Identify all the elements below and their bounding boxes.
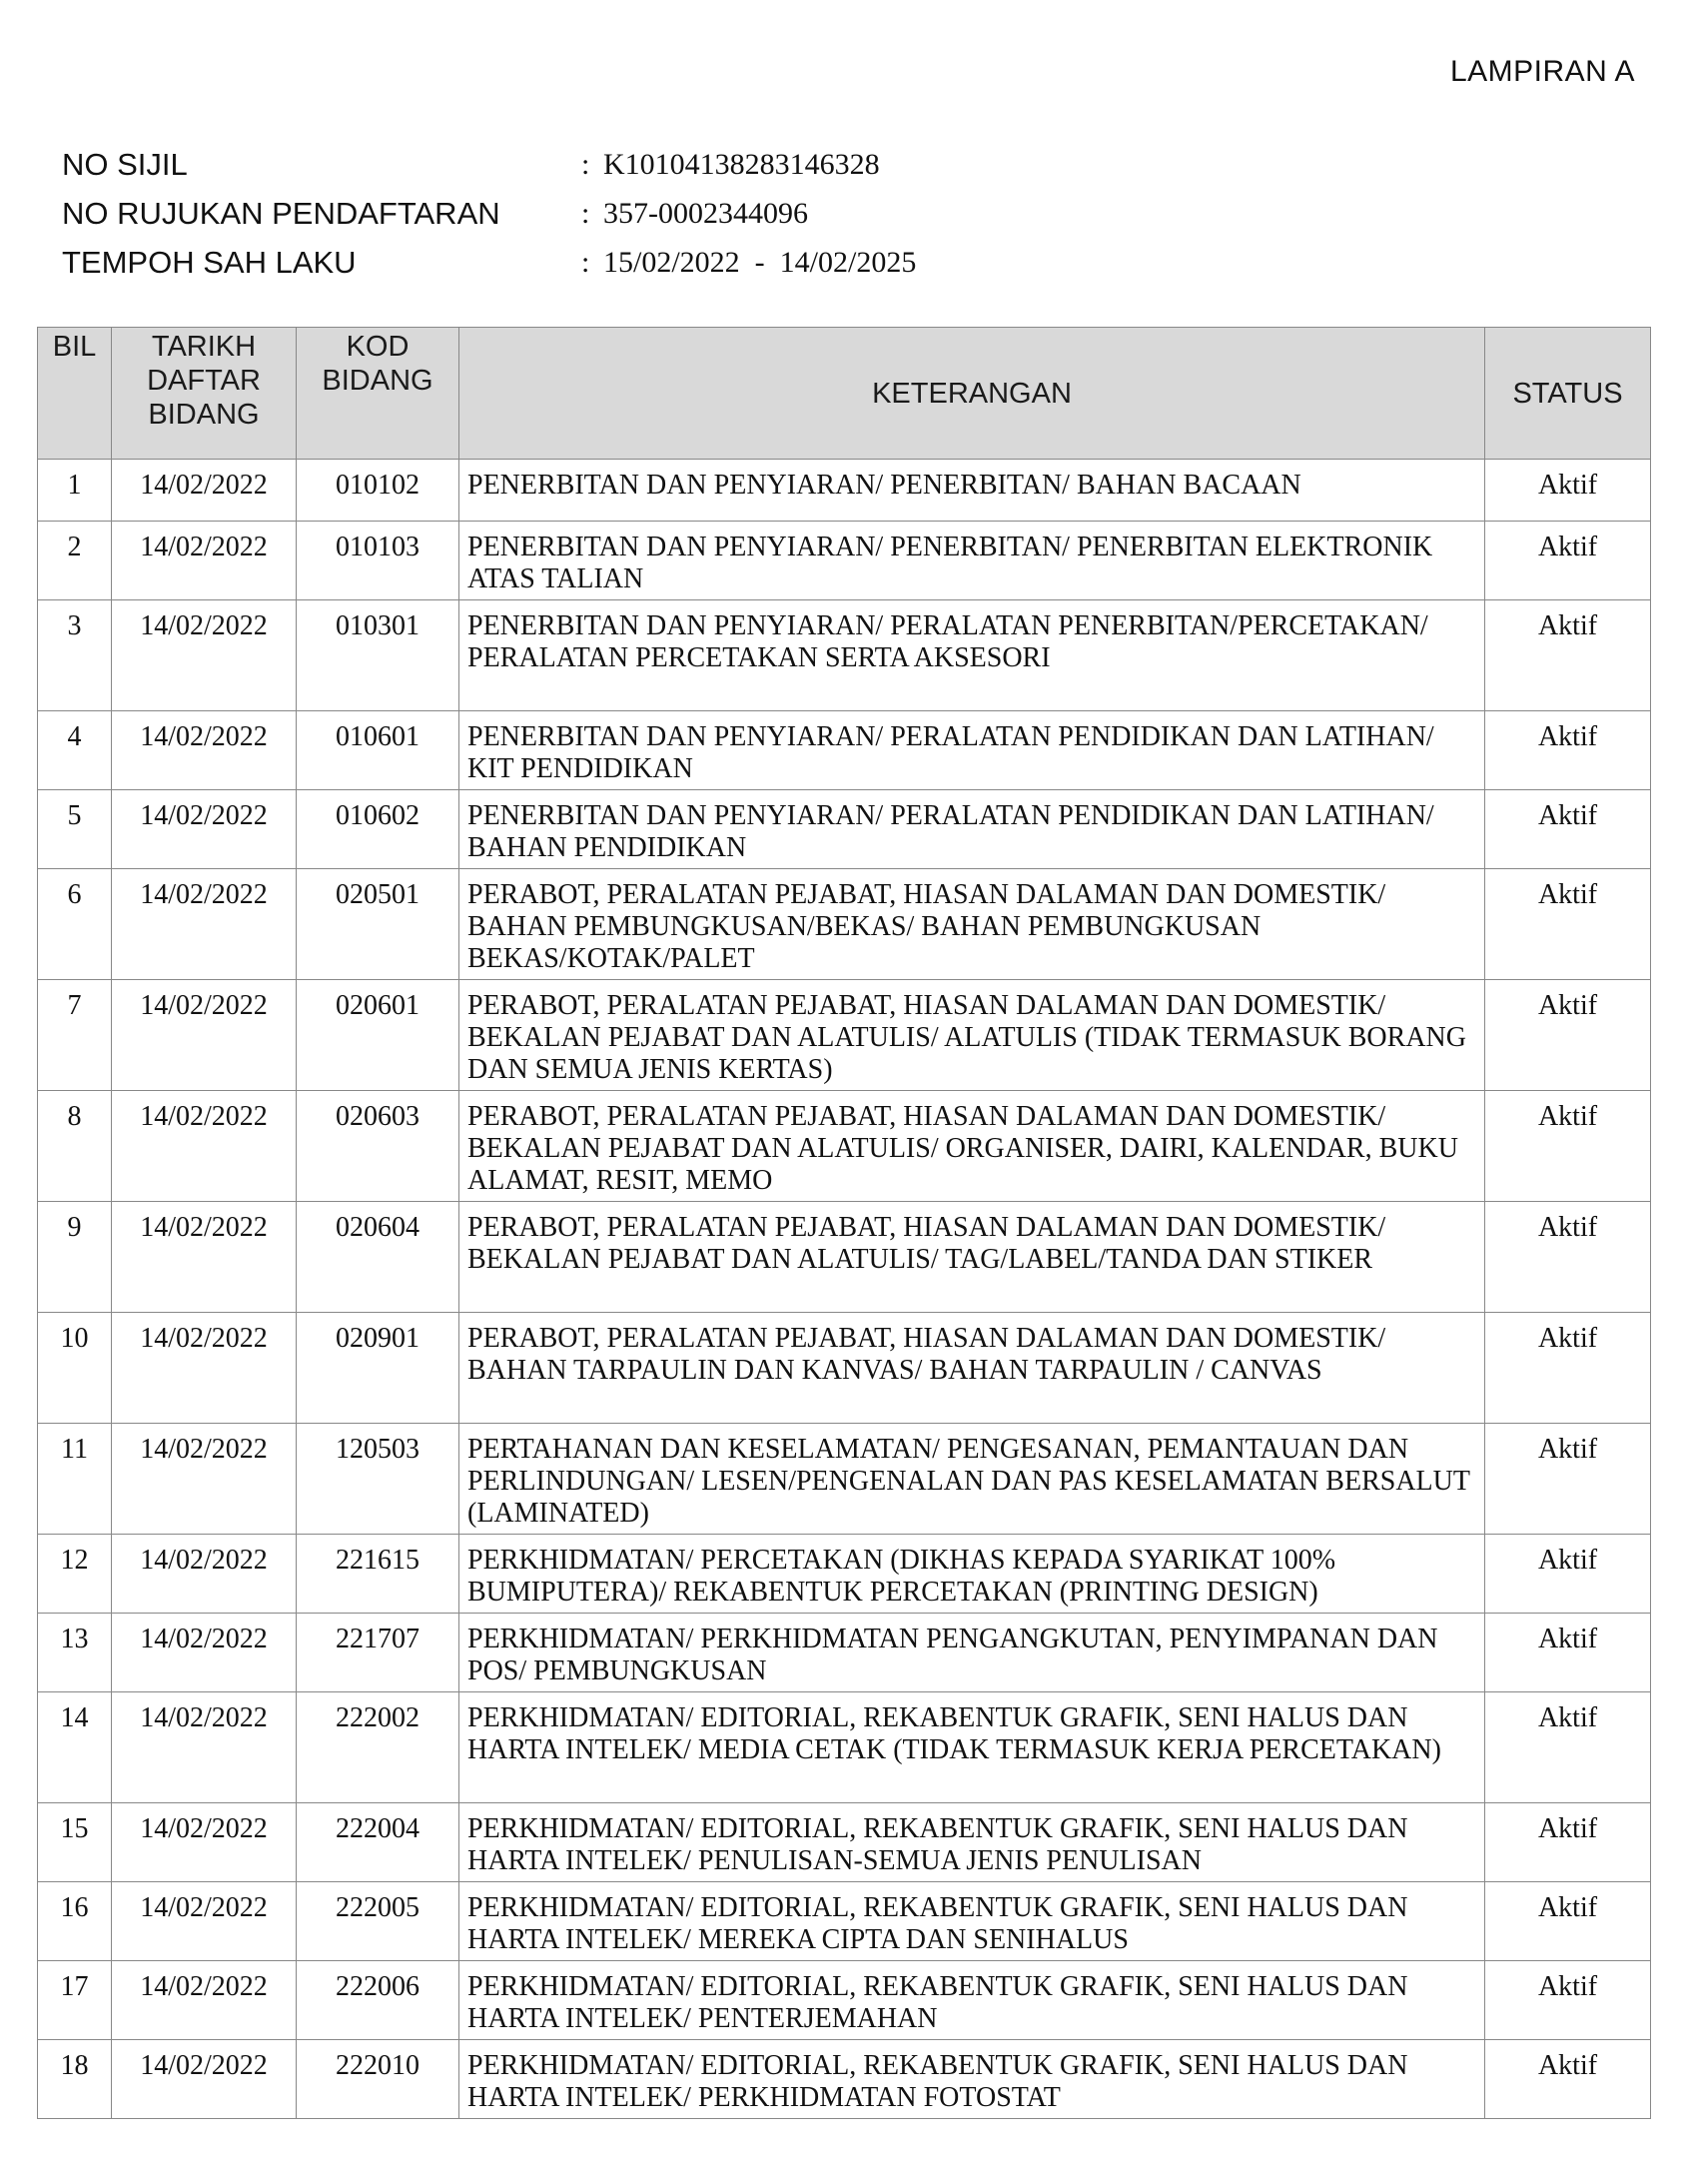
cell-status: Aktif xyxy=(1485,1803,1651,1882)
cell-tarikh: 14/02/2022 xyxy=(112,460,297,522)
table-row xyxy=(38,1961,1651,2040)
cell-kod: 010103 xyxy=(297,522,459,600)
meta-colon: : xyxy=(581,196,590,230)
bidang-table xyxy=(37,327,1651,2119)
certificate-details xyxy=(62,140,916,287)
cell-status: Aktif xyxy=(1485,1692,1651,1803)
cell-bil: 16 xyxy=(38,1882,112,1961)
cell-keterangan: PERKHIDMATAN/ PERKHIDMATAN PENGANGKUTAN, PENYIMPANAN DAN POS/ PEMBUNGKUSAN xyxy=(459,1614,1485,1692)
cell-tarikh: 14/02/2022 xyxy=(112,1692,297,1803)
cell-bil: 1 xyxy=(38,460,112,522)
meta-value: K10104138283146328 xyxy=(603,147,880,181)
cell-tarikh: 14/02/2022 xyxy=(112,1313,297,1424)
cell-kod: 222005 xyxy=(297,1882,459,1961)
cell-keterangan: PENERBITAN DAN PENYIARAN/ PERALATAN PENDIDIKAN DAN LATIHAN/ KIT PENDIDIKAN xyxy=(459,711,1485,790)
table-row xyxy=(38,1882,1651,1961)
table-row xyxy=(38,460,1651,522)
meta-label: TEMPOH SAH LAKU xyxy=(62,244,357,280)
cell-keterangan: PENERBITAN DAN PENYIARAN/ PENERBITAN/ BAHAN BACAAN xyxy=(459,460,1485,522)
header-bil: BIL xyxy=(38,328,112,460)
cell-status: Aktif xyxy=(1485,2040,1651,2119)
table-row xyxy=(38,869,1651,980)
cell-status: Aktif xyxy=(1485,1961,1651,2040)
table-row xyxy=(38,790,1651,869)
meta-row-no-sijil xyxy=(62,140,916,189)
cell-bil: 6 xyxy=(38,869,112,980)
cell-tarikh: 14/02/2022 xyxy=(112,790,297,869)
table-row xyxy=(38,980,1651,1091)
cell-kod: 020601 xyxy=(297,980,459,1091)
meta-label: NO RUJUKAN PENDAFTARAN xyxy=(62,195,500,231)
cell-kod: 222004 xyxy=(297,1803,459,1882)
meta-value: 15/02/2022 - 14/02/2025 xyxy=(603,245,917,279)
cell-tarikh: 14/02/2022 xyxy=(112,1091,297,1202)
cell-keterangan: PENERBITAN DAN PENYIARAN/ PERALATAN PENERBITAN/PERCETAKAN/ PERALATAN PERCETAKAN SERTA AKSESORI xyxy=(459,600,1485,711)
meta-value: 357-0002344096 xyxy=(603,196,808,230)
cell-kod: 010601 xyxy=(297,711,459,790)
cell-keterangan: PERABOT, PERALATAN PEJABAT, HIASAN DALAMAN DAN DOMESTIK/ BEKALAN PEJABAT DAN ALATULIS/ ORGANISER, DAIRI, KALENDAR, BUKU ALAMAT, RESIT, MEMO xyxy=(459,1091,1485,1202)
cell-status: Aktif xyxy=(1485,1614,1651,1692)
table-row xyxy=(38,600,1651,711)
table-row xyxy=(38,711,1651,790)
cell-keterangan: PERKHIDMATAN/ EDITORIAL, REKABENTUK GRAFIK, SENI HALUS DAN HARTA INTELEK/ PENTERJEMAHAN xyxy=(459,1961,1485,2040)
cell-kod: 020604 xyxy=(297,1202,459,1313)
meta-colon: : xyxy=(581,147,590,181)
table-row xyxy=(38,522,1651,600)
meta-row-tempoh xyxy=(62,238,916,287)
header-kod: KOD BIDANG xyxy=(297,328,459,460)
cell-keterangan: PERABOT, PERALATAN PEJABAT, HIASAN DALAMAN DAN DOMESTIK/ BAHAN PEMBUNGKUSAN/BEKAS/ BAHAN PEMBUNGKUSAN BEKAS/KOTAK/PALET xyxy=(459,869,1485,980)
cell-kod: 222006 xyxy=(297,1961,459,2040)
cell-bil: 12 xyxy=(38,1535,112,1614)
cell-bil: 10 xyxy=(38,1313,112,1424)
table-header-row xyxy=(38,328,1651,460)
cell-keterangan: PERKHIDMATAN/ PERCETAKAN (DIKHAS KEPADA SYARIKAT 100% BUMIPUTERA)/ REKABENTUK PERCETAKAN (PRINTING DESIGN) xyxy=(459,1535,1485,1614)
cell-kod: 020901 xyxy=(297,1313,459,1424)
cell-kod: 020501 xyxy=(297,869,459,980)
cell-bil: 5 xyxy=(38,790,112,869)
cell-kod: 020603 xyxy=(297,1091,459,1202)
cell-tarikh: 14/02/2022 xyxy=(112,1202,297,1313)
cell-keterangan: PENERBITAN DAN PENYIARAN/ PERALATAN PENDIDIKAN DAN LATIHAN/ BAHAN PENDIDIKAN xyxy=(459,790,1485,869)
cell-kod: 222010 xyxy=(297,2040,459,2119)
cell-kod: 010102 xyxy=(297,460,459,522)
cell-status: Aktif xyxy=(1485,790,1651,869)
cell-kod: 221615 xyxy=(297,1535,459,1614)
table-row xyxy=(38,1535,1651,1614)
cell-tarikh: 14/02/2022 xyxy=(112,1614,297,1692)
cell-kod: 010301 xyxy=(297,600,459,711)
cell-status: Aktif xyxy=(1485,522,1651,600)
cell-bil: 4 xyxy=(38,711,112,790)
cell-bil: 8 xyxy=(38,1091,112,1202)
cell-bil: 13 xyxy=(38,1614,112,1692)
cell-kod: 222002 xyxy=(297,1692,459,1803)
cell-keterangan: PENERBITAN DAN PENYIARAN/ PENERBITAN/ PENERBITAN ELEKTRONIK ATAS TALIAN xyxy=(459,522,1485,600)
cell-status: Aktif xyxy=(1485,1535,1651,1614)
cell-tarikh: 14/02/2022 xyxy=(112,1803,297,1882)
cell-status: Aktif xyxy=(1485,460,1651,522)
meta-row-no-rujukan xyxy=(62,189,916,238)
table-row xyxy=(38,1313,1651,1424)
cell-keterangan: PERABOT, PERALATAN PEJABAT, HIASAN DALAMAN DAN DOMESTIK/ BAHAN TARPAULIN DAN KANVAS/ BAHAN TARPAULIN / CANVAS xyxy=(459,1313,1485,1424)
cell-bil: 11 xyxy=(38,1424,112,1535)
table-row xyxy=(38,1202,1651,1313)
cell-status: Aktif xyxy=(1485,1882,1651,1961)
cell-bil: 3 xyxy=(38,600,112,711)
table-row xyxy=(38,1803,1651,1882)
meta-label: NO SIJIL xyxy=(62,146,188,182)
cell-bil: 9 xyxy=(38,1202,112,1313)
cell-tarikh: 14/02/2022 xyxy=(112,600,297,711)
cell-bil: 15 xyxy=(38,1803,112,1882)
cell-bil: 7 xyxy=(38,980,112,1091)
cell-status: Aktif xyxy=(1485,711,1651,790)
cell-bil: 14 xyxy=(38,1692,112,1803)
cell-status: Aktif xyxy=(1485,1202,1651,1313)
cell-tarikh: 14/02/2022 xyxy=(112,980,297,1091)
cell-kod: 221707 xyxy=(297,1614,459,1692)
cell-tarikh: 14/02/2022 xyxy=(112,1535,297,1614)
cell-status: Aktif xyxy=(1485,1313,1651,1424)
header-keterangan: KETERANGAN xyxy=(459,328,1485,460)
meta-colon: : xyxy=(581,245,590,279)
table-row xyxy=(38,1424,1651,1535)
table-row xyxy=(38,2040,1651,2119)
cell-bil: 17 xyxy=(38,1961,112,2040)
cell-keterangan: PERKHIDMATAN/ EDITORIAL, REKABENTUK GRAFIK, SENI HALUS DAN HARTA INTELEK/ PERKHIDMATAN FOTOSTAT xyxy=(459,2040,1485,2119)
table-row xyxy=(38,1614,1651,1692)
cell-tarikh: 14/02/2022 xyxy=(112,711,297,790)
cell-status: Aktif xyxy=(1485,980,1651,1091)
cell-keterangan: PERABOT, PERALATAN PEJABAT, HIASAN DALAMAN DAN DOMESTIK/ BEKALAN PEJABAT DAN ALATULIS/ TAG/LABEL/TANDA DAN STIKER xyxy=(459,1202,1485,1313)
header-tarikh: TARIKH DAFTAR BIDANG xyxy=(112,328,297,460)
cell-tarikh: 14/02/2022 xyxy=(112,1882,297,1961)
cell-keterangan: PERTAHANAN DAN KESELAMATAN/ PENGESANAN, PEMANTAUAN DAN PERLINDUNGAN/ LESEN/PENGENALAN DAN PAS KESELAMATAN BERSALUT (LAMINATED) xyxy=(459,1424,1485,1535)
cell-kod: 010602 xyxy=(297,790,459,869)
cell-tarikh: 14/02/2022 xyxy=(112,869,297,980)
lampiran-label: LAMPIRAN A xyxy=(1449,55,1635,88)
cell-bil: 2 xyxy=(38,522,112,600)
table-row xyxy=(38,1692,1651,1803)
header-status: STATUS xyxy=(1485,328,1651,460)
cell-bil: 18 xyxy=(38,2040,112,2119)
cell-keterangan: PERKHIDMATAN/ EDITORIAL, REKABENTUK GRAFIK, SENI HALUS DAN HARTA INTELEK/ MEDIA CETAK (TIDAK TERMASUK KERJA PERCETAKAN) xyxy=(459,1692,1485,1803)
cell-status: Aktif xyxy=(1485,1424,1651,1535)
cell-keterangan: PERKHIDMATAN/ EDITORIAL, REKABENTUK GRAFIK, SENI HALUS DAN HARTA INTELEK/ MEREKA CIPTA DAN SENIHALUS xyxy=(459,1882,1485,1961)
cell-tarikh: 14/02/2022 xyxy=(112,2040,297,2119)
cell-status: Aktif xyxy=(1485,869,1651,980)
cell-status: Aktif xyxy=(1485,1091,1651,1202)
cell-kod: 120503 xyxy=(297,1424,459,1535)
cell-tarikh: 14/02/2022 xyxy=(112,1424,297,1535)
cell-tarikh: 14/02/2022 xyxy=(112,1961,297,2040)
cell-keterangan: PERKHIDMATAN/ EDITORIAL, REKABENTUK GRAFIK, SENI HALUS DAN HARTA INTELEK/ PENULISAN-SEMUA JENIS PENULISAN xyxy=(459,1803,1485,1882)
cell-status: Aktif xyxy=(1485,600,1651,711)
cell-keterangan: PERABOT, PERALATAN PEJABAT, HIASAN DALAMAN DAN DOMESTIK/ BEKALAN PEJABAT DAN ALATULIS/ ALATULIS (TIDAK TERMASUK BORANG DAN SEMUA JENIS KERTAS) xyxy=(459,980,1485,1091)
cell-tarikh: 14/02/2022 xyxy=(112,522,297,600)
table-row xyxy=(38,1091,1651,1202)
